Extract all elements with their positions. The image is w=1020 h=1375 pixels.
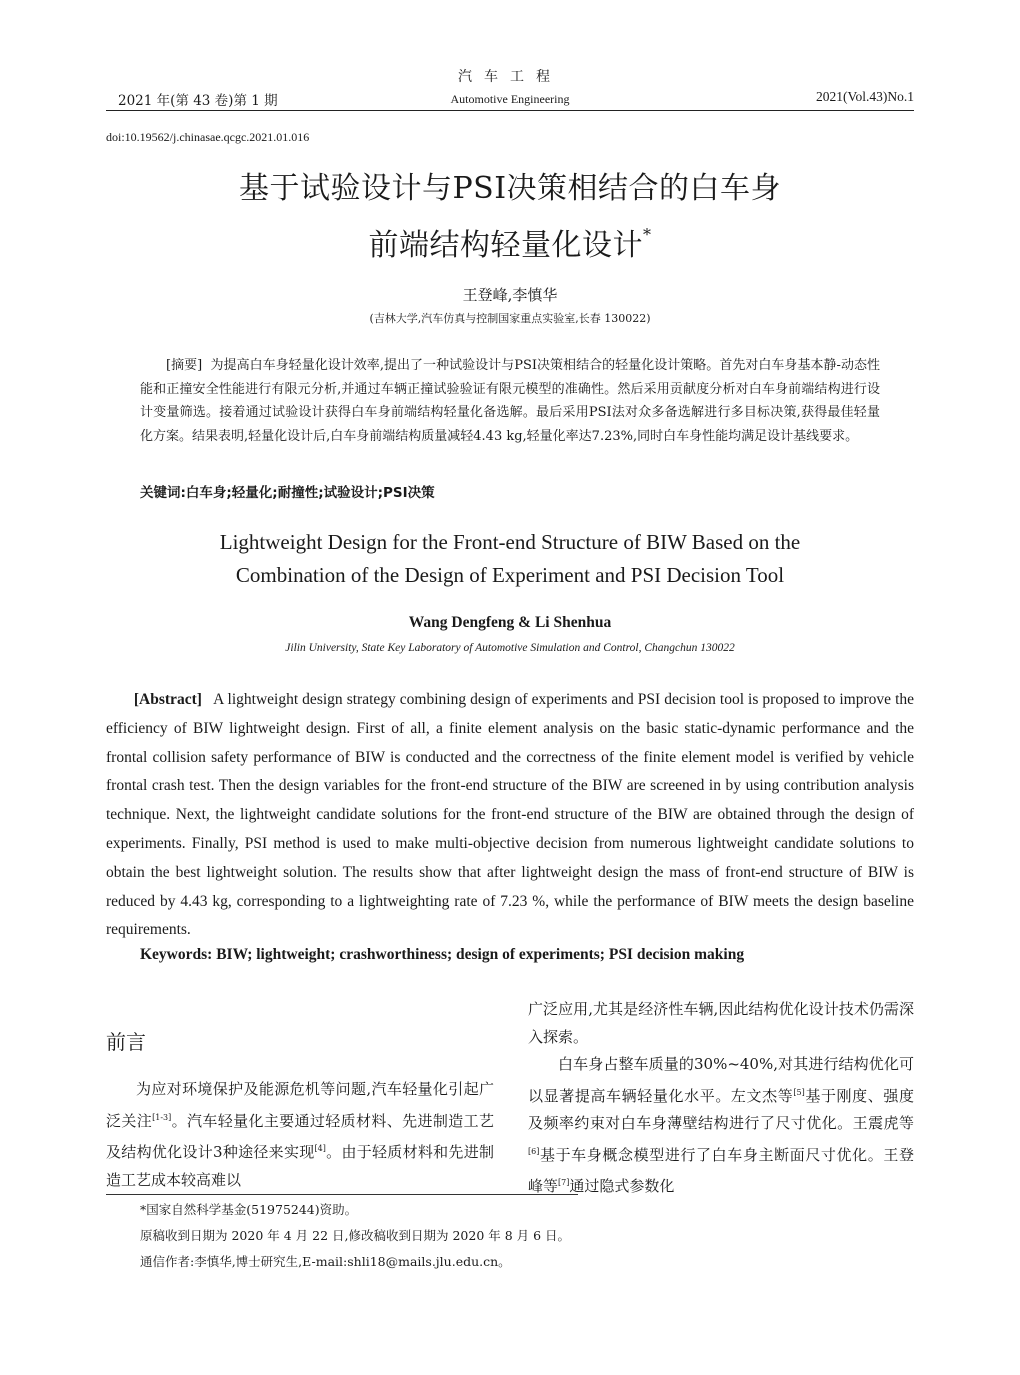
paragraph <box>528 1051 914 1201</box>
text-run: 基于车身概念模型进行了白车身主断面尺寸优化。王登峰等 <box>528 1145 914 1195</box>
paragraph <box>106 1076 494 1194</box>
abstract-cn-text: 为提高白车身轻量化设计效率,提出了一种试验设计与PSI决策相结合的轻量化设计策略。首先对白车身基本静-动态性能和正撞安全性能进行有限元分析,并通过车辆正撞试验验证有限元模型的准确性。然后采用贡献度分析对白车身前端结构进行设计变量筛选。接着通过试验设计获得白车身前端结构轻量化备选解。最后采用PSI法对众多备选解进行多目标决策,获得最佳轻量化方案。结果表明,轻量化设计后,白车身前端结构质量减轻4.43 kg,轻量化率达7.23%,同时白车身性能均满足设计基线要求。 <box>140 358 880 444</box>
journal-name-en: Automotive Engineering <box>450 92 570 106</box>
footnote-corresponding-author: 通信作者:李慎华,博士研究生,E-mail:shli18@mails.jlu.edu.cn。 <box>140 1254 511 1269</box>
abstract-en-label: [Abstract] <box>133 691 202 708</box>
affiliation-cn: (吉林大学,汽车仿真与控制国家重点实验室,长春 130022) <box>369 312 651 325</box>
text-run: 。汽车轻量化主要通过轻质材料、先进制造工艺及结构优化设计3种途径来实现 <box>106 1111 494 1161</box>
title-footnote-mark: * <box>643 225 652 244</box>
issue-en: 2021(Vol.43)No.1 <box>815 89 914 104</box>
body-column-left <box>106 1076 494 1194</box>
title-en-line-1: Lightweight Design for the Front-end Structure of BIW Based on the <box>219 530 801 554</box>
text-run: 基于刚度、强度及频率约束对白车身薄壁结构进行了尺寸优化。王震虎等 <box>528 1086 914 1132</box>
authors-cn: 王登峰,李慎华 <box>462 286 558 304</box>
title-line-2-text: 前端结构轻量化设计 <box>368 228 643 263</box>
keywords-cn: 关键词:白车身;轻量化;耐撞性;试验设计;PSI决策 <box>140 485 435 501</box>
footnote-dates: 原稿收到日期为 2020 年 4 月 22 日,修改稿收到日期为 2020 年 8 月 6 日。 <box>140 1228 571 1243</box>
title-en-line-2: Combination of the Design of Experiment and PSI Decision Tool <box>235 563 785 587</box>
paper-title-en <box>0 526 1020 592</box>
section-title: 前言 <box>106 1030 146 1054</box>
header-rule <box>106 110 914 111</box>
abstract-cn-label: [摘要] <box>166 358 203 373</box>
abstract-en <box>106 686 914 945</box>
title-line-1: 基于试验设计与PSI决策相结合的白车身 <box>238 171 782 206</box>
body-column-right <box>528 996 914 1201</box>
journal-name-cn: 汽车工程 <box>458 69 562 85</box>
keywords-en: Keywords: BIW; lightweight; crashworthiness; design of experiments; PSI decision making <box>140 946 745 963</box>
text-run: 为应对环境保护及能源危机等问题,汽车轻量化引起广泛关注 <box>106 1080 494 1130</box>
paper-title-cn <box>0 164 1020 271</box>
issue-cn: 2021 年(第 43 卷)第 1 期 <box>118 93 278 109</box>
citation[interactable]: [5] <box>793 1087 805 1097</box>
citation[interactable]: [4] <box>314 1144 326 1153</box>
text-run: 通过隐式参数化 <box>569 1177 675 1195</box>
citation[interactable]: [6] <box>528 1146 540 1156</box>
citation[interactable]: [1-3] <box>152 1112 172 1122</box>
affiliation-en: Jilin University, State Key Laboratory of Automotive Simulation and Control, Changchun 130022 <box>285 642 735 654</box>
doi[interactable]: doi:10.19562/j.chinasae.qcgc.2021.01.016 <box>106 130 310 144</box>
abstract-en-text: A lightweight design strategy combining design of experiments and PSI decision tool is proposed to improve the efficiency of BIW lightweight design. First of all, a finite element analysis on the basic static-dynamic performance and the frontal collision safety performance of BIW is conducted and the correctness of the finite element model is verified by vehicle frontal crash test. Then the design variables for the front-end structure of the BIW are screened in by using contribution analysis technique. Next, the lightweight candidate solutions for the front-end structure of the BIW are obtained through the design of experiments. Finally, PSI method is used to make multi-objective decision from numerous lightweight candidate solutions to obtain the best lightweight solution. The results show that after lightweight design the mass of front-end structure of BIW is reduced by 4.43 kg, corresponding to a lightweighting rate of 7.23 %, while the performance of BIW meets the design baseline requirements. <box>106 691 915 939</box>
title-line-2 <box>0 214 1020 271</box>
text-run: 白车身占整车质量的30%~40%,对其进行结构优化可以显著提高车辆轻量化水平。左文杰等 <box>528 1055 914 1105</box>
abstract-cn <box>140 354 880 448</box>
footnote-rule <box>106 1194 578 1195</box>
citation[interactable]: [7] <box>558 1178 570 1187</box>
paragraph: 广泛应用,尤其是经济性车辆,因此结构优化设计技术仍需深入探索。 <box>528 1000 914 1046</box>
footnote-funding: *国家自然科学基金(51975244)资助。 <box>140 1202 358 1217</box>
text-run: 。由于轻质材料和先进制造工艺成本较高难以 <box>106 1143 494 1189</box>
authors-en: Wang Dengfeng & Li Shenhua <box>408 614 612 631</box>
